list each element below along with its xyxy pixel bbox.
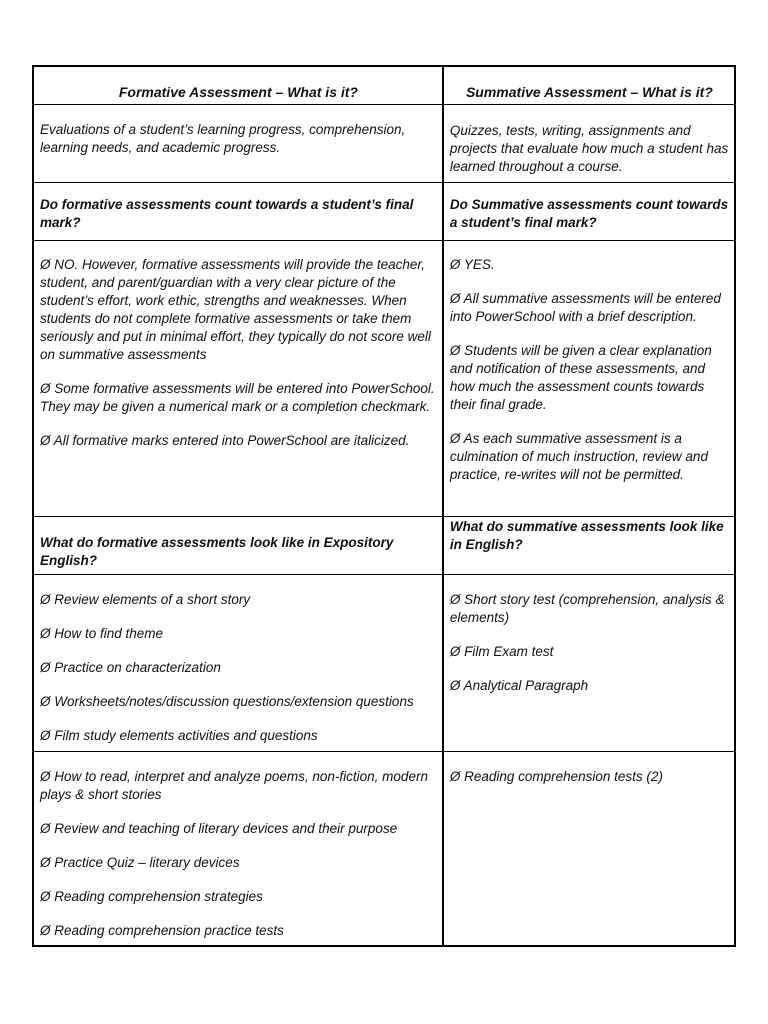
list-item: Ø Short story test (comprehension, analysis & elements) (449, 592, 725, 625)
formative-header: Formative Assessment – What is it? (34, 67, 444, 104)
summative-examples-1 (444, 575, 734, 751)
formative-count-question: Do formative assessments count towards a student’s final mark? (34, 183, 444, 240)
header-row (34, 67, 734, 105)
list-item: Ø Film study elements activities and questions (40, 728, 318, 743)
examples-question-row (34, 517, 734, 575)
summative-answer-item: Ø YES. (449, 257, 495, 272)
summative-count-question: Do Summative assessments count towards a student’s final mark? (449, 197, 729, 230)
list-item: Ø Review elements of a short story (40, 592, 251, 607)
summative-header: Summative Assessment – What is it? (465, 84, 713, 100)
formative-examples-question: What do formative assessments look like in Expository English? (34, 517, 444, 574)
examples-row-2 (34, 752, 734, 945)
assessment-table (32, 65, 736, 947)
list-item: Ø Practice Quiz – literary devices (40, 855, 240, 870)
list-item: Ø How to find theme (40, 626, 164, 641)
summative-answer-item: Ø Students will be given a clear explanation and notification of these assessments, and how much the assessment counts towards their final grade. (449, 343, 712, 412)
formative-definition: Evaluations of a student’s learning progress, comprehension, learning needs, and academic progress. (34, 105, 444, 182)
list-item: Ø Reading comprehension strategies (40, 889, 263, 904)
formative-examples-2 (34, 752, 444, 945)
summative-definition: Quizzes, tests, writing, assignments and projects that evaluate how much a student has learned throughout a course. (449, 123, 729, 174)
count-answer-row (34, 241, 734, 517)
formative-answer-item: Ø All formative marks entered into PowerSchool are italicized. (40, 433, 410, 448)
summative-examples-2 (444, 752, 734, 945)
list-item: Ø Film Exam test (449, 644, 554, 659)
summative-answer-item: Ø As each summative assessment is a culmination of much instruction, review and practice, re-writes will not be permitted. (449, 431, 708, 482)
list-item: Ø Worksheets/notes/discussion questions/extension questions (40, 694, 414, 709)
count-question-row (34, 183, 734, 241)
examples-row-1 (34, 575, 734, 752)
summative-answer-item: Ø All summative assessments will be entered into PowerSchool with a brief description. (449, 291, 721, 324)
list-item: Ø Reading comprehension practice tests (40, 923, 284, 938)
list-item: Ø How to read, interpret and analyze poems, non-fiction, modern plays & short stories (40, 769, 428, 802)
definition-row (34, 105, 734, 183)
formative-answer-item: Ø NO. However, formative assessments will provide the teacher, student, and parent/guardian with a very clear picture of the student’s effort, work ethic, strengths and weaknesses. When students do not complete formative assessments or take them seriously and put in minimal effort, they typically do not score well on summative assessments (40, 257, 431, 362)
formative-count-answer (34, 241, 444, 516)
list-item: Ø Review and teaching of literary devices and their purpose (40, 821, 398, 836)
summative-count-answer (444, 241, 734, 516)
list-item: Ø Reading comprehension tests (2) (449, 769, 663, 784)
formative-answer-item: Ø Some formative assessments will be entered into PowerSchool. They may be given a numerical mark or a completion checkmark. (40, 381, 435, 414)
list-item: Ø Analytical Paragraph (449, 678, 589, 693)
list-item: Ø Practice on characterization (40, 660, 221, 675)
summative-examples-question: What do summative assessments look like in English? (449, 519, 724, 552)
formative-examples-1 (34, 575, 444, 751)
